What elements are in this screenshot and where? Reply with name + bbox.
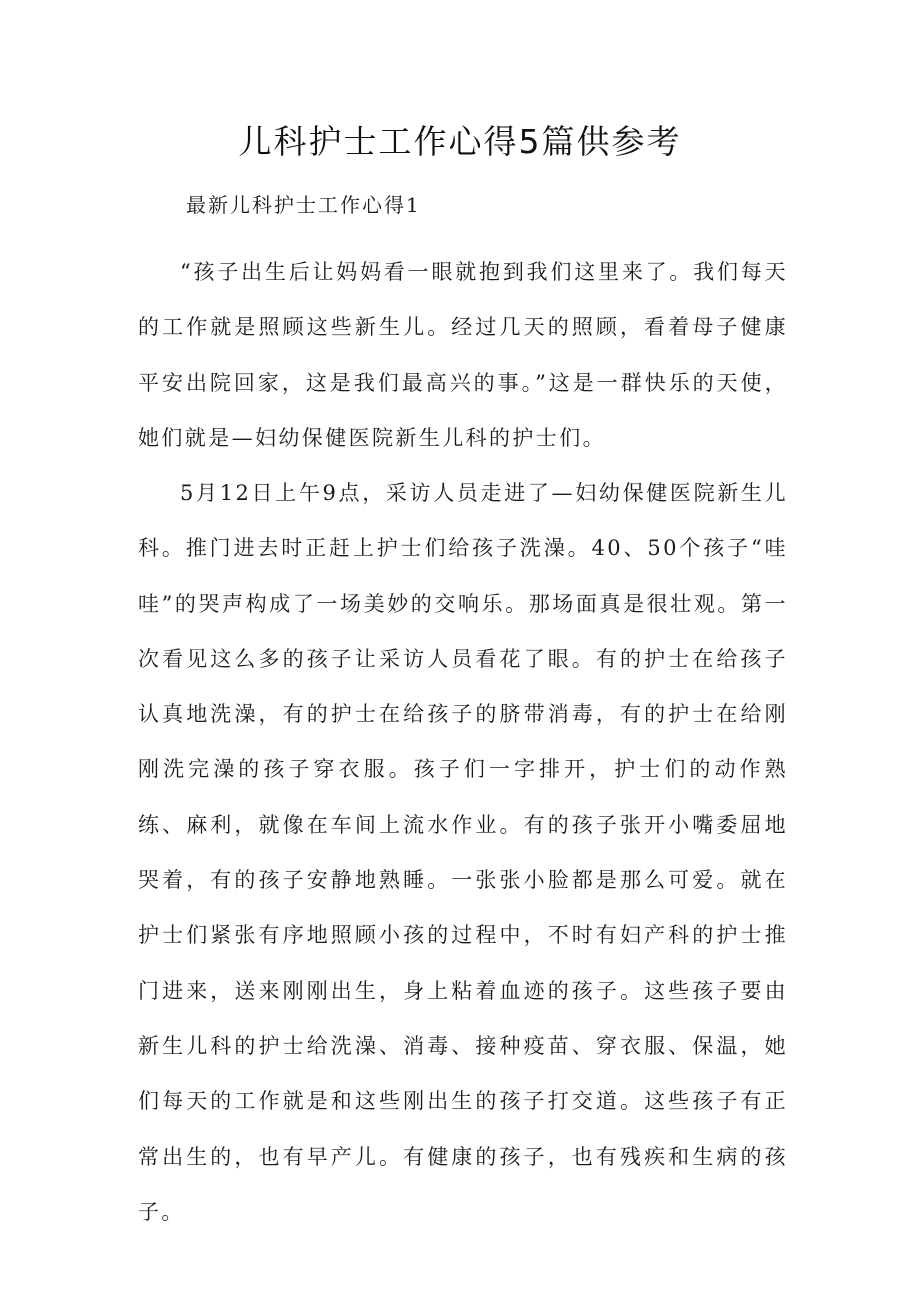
section-heading: 最新儿科护士工作心得1 <box>186 193 421 217</box>
paragraph-intro: “孩子出生后让妈妈看一眼就抱到我们这里来了。我们每天的工作就是照顾这些新生儿。经过几天的照顾，看着母子健康平安出院回家，这是我们最高兴的事。”这是一群快乐的天使，她们就是—妇幼保健医院新生儿科的护士们。 <box>138 260 788 450</box>
document-body <box>138 245 788 1240</box>
paragraph-visit: 5月12日上午9点，采访人员走进了—妇幼保健医院新生儿科。推门进去时正赶上护士们给孩子洗澡。40、50个孩子“哇哇”的哭声构成了一场美妙的交响乐。那场面真是很壮观。第一次看见这么多的孩子让采访人员看花了眼。有的护士在给孩子认真地洗澡，有的护士在给孩子的脐带消毒，有的护士在给刚刚洗完澡的孩子穿衣服。孩子们一字排开，护士们的动作熟练、麻利，就像在车间上流水作业。有的孩子张开小嘴委屈地哭着，有的孩子安静地熟睡。一张张小脸都是那么可爱。就在护士们紧张有序地照顾小孩的过程中，不时有妇产科的护士推门进来，送来刚刚出生，身上粘着血迹的孩子。这些孩子要由新生儿科的护士给洗澡、消毒、接种疫苗、穿衣服、保温，她们每天的工作就是和这些刚出生的孩子打交道。这些孩子有正常出生的，也有早产儿。有健康的孩子，也有残疾和生病的孩子。 <box>138 481 788 1224</box>
document-title: 儿科护士工作心得5篇供参考 <box>238 122 682 161</box>
